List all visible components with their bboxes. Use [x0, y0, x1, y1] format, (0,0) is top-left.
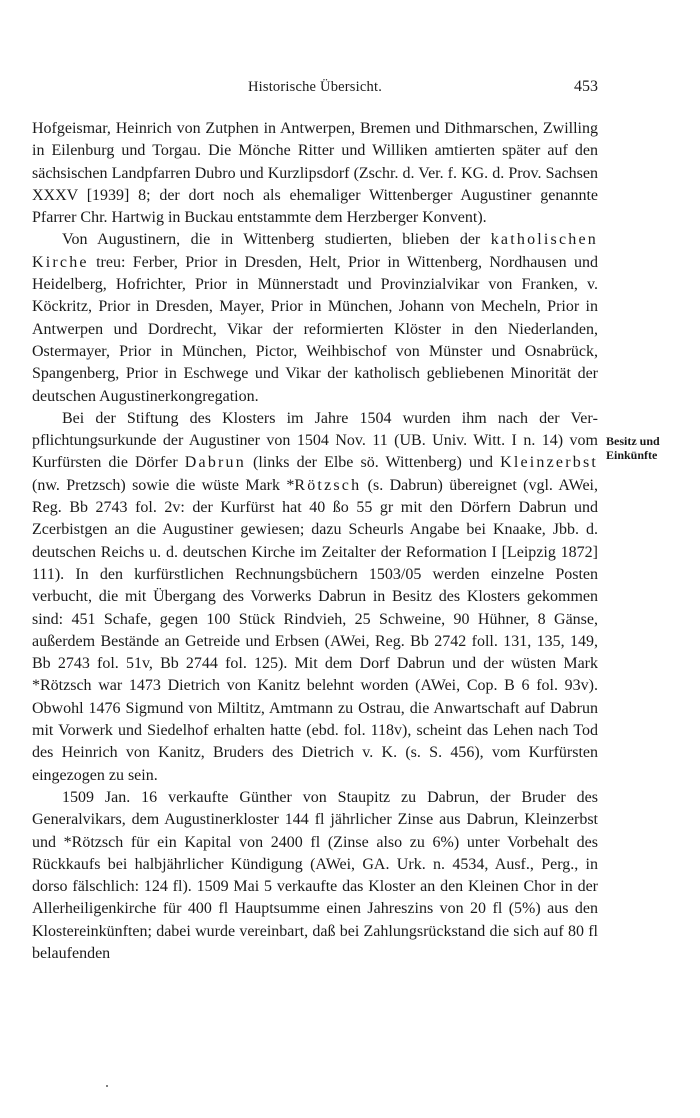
print-speck [106, 1085, 108, 1087]
spaced-emphasis-roetzsch: Rötzsch [294, 476, 362, 494]
marginal-note [606, 435, 698, 462]
running-head [32, 79, 598, 97]
paragraph-2-text-b: treu: Ferber, Prior in Dresden, Helt, Prior in Wittenberg, Nordhausen und Heidelberg, Hofrichter, Prior in Münnerstadt und Provinzialvikar von Franken, v. Köckritz, Prior in Dresden, Mayer, Prior in München, Johann von Mecheln, Prior in Antwerpen und Dordrecht, Vikar der reformierten Klöster in den Niederlanden, Ostermayer, Prior in München, Pictor, Weihbischof von Münster und Osnabrück, Spangenberg, Prior in Eschwege und Vikar der katholisch gebliebenen Minorität der deutschen Augustinerkongregation. [32, 253, 598, 405]
spaced-emphasis-dabrun: Dabrun [184, 454, 246, 472]
paragraph-1: Hofgeismar, Heinrich von Zutphen in Antwerpen, Bremen und Dithmarschen, Zwilling in Eilenburg und Torgau. Die Mönche Ritter und Williken amtierten später auf den sächsischen Landpfarren Dubro und Kurzlipsdorf (Zschr. d. Ver. f. KG. d. Prov. Sachsen XXXV [1939] 8; der dort noch als ehemaliger Wittenberger Augustiner genannte Pfarrer Chr. Hartwig in Buckau entstammte dem Herzberger Konvent). [32, 120, 598, 227]
paragraph-4: 1509 Jan. 16 verkaufte Günther von Staupitz zu Dabrun, der Bruder des Generalvikars, dem Augustinerkloster 144 fl jährlicher Zinse aus Dabrun, Kleinzerbst und *Rötzsch für ein Kapital von 2400 fl (Zinse also zu 6%) unter Vorbehalt des Rückkaufs bei halbjährlicher Kündigung (AWei, GA. Urk. n. 4534, Ausf., Perg., in dorso fälschlich: 124 fl). 1509 Mai 5 verkaufte das Kloster an den Kleinen Chor in der Allerheiligenkirche für 400 fl Hauptsumme einen Jahreszins von 20 fl (5%) aus den Klostereinkünften; dabei wurde vereinbart, daß bei Zahlungsrückstand die sich auf 80 fl belaufenden [32, 788, 598, 962]
spaced-emphasis-kleinzerbst: Kleinzerbst [500, 454, 599, 472]
spaced-emphasis-katholische-kirche: katholischen Kirche [32, 231, 598, 271]
paragraph-3 [32, 408, 598, 787]
marginal-note-line-2: Einkünfte [606, 447, 658, 462]
page-number: 453 [574, 78, 598, 95]
paragraph-3-text-a: Bei der Stiftung des Klosters im Jahre 1504 wurden ihm nach der Verpflichtungsurkunde der Augustiner von 1504 Nov. 11 (UB. Univ. Witt. I n. 14) vom Kurfürsten die Dörfer [32, 409, 598, 472]
paragraph-3-text-c: (nw. Pretzsch) sowie die wüste Mark * [32, 476, 295, 494]
running-title: Historische Übersicht. [247, 79, 383, 95]
body-text [32, 118, 598, 965]
paragraph-3-text-b: (links der Elbe sö. Wittenberg) und [245, 454, 501, 472]
marginal-note-line-1: Besitz und [606, 434, 660, 448]
paragraph-2 [32, 229, 598, 407]
paragraph-2-text-a: Von Augustinern, die in Wittenberg studierten, blieben der [62, 231, 491, 249]
paragraph-3-text-d: (s. Dabrun) übereignet (vgl. AWei, Reg. Bb 2743 fol. 2v: der Kurfürst hat 40 ßo 55 gr mit den Dörfern Dabrun und Zcerbistgen an die Augustiner gewiesen; dazu Scheurls Angabe bei Knaake, Jbb. d. deutschen Reichs u. d. deutschen Kirche im Zeitalter der Reformation I [Leipzig 1872] 111). In den kurfürstlichen Rechnungsbüchern 1503/05 werden einzelne Posten verbucht, die mit Übergang des Vorwerks Dabrun in Besitz des Klosters gekommen sind: 451 Schafe, gegen 100 Stück Rindvieh, 25 Schweine, 90 Hühner, 8 Gänse, außerdem Bestände an Getreide und Erbsen (AWei, Reg. Bb 2742 foll. 131, 135, 149, Bb 2743 fol. 51v, Bb 2744 fol. 125). Mit dem Dorf Dabrun und der wüsten Mark *Rötzsch war 1473 Dietrich von Kanitz belehnt worden (AWei, Cop. B 6 fol. 93v). Obwohl 1476 Sigmund von Miltitz, Amtmann zu Ostrau, die Anwartschaft auf Dabrun mit Vorwerk und Siedelhof erhalten hatte (ebd. fol. 118v), scheint das Lehen nach Tod des Heinrich von Kanitz, Bruders des Dietrich v. K. (s. S. 456), vom Kurfürsten eingezogen zu sein. [32, 476, 599, 784]
